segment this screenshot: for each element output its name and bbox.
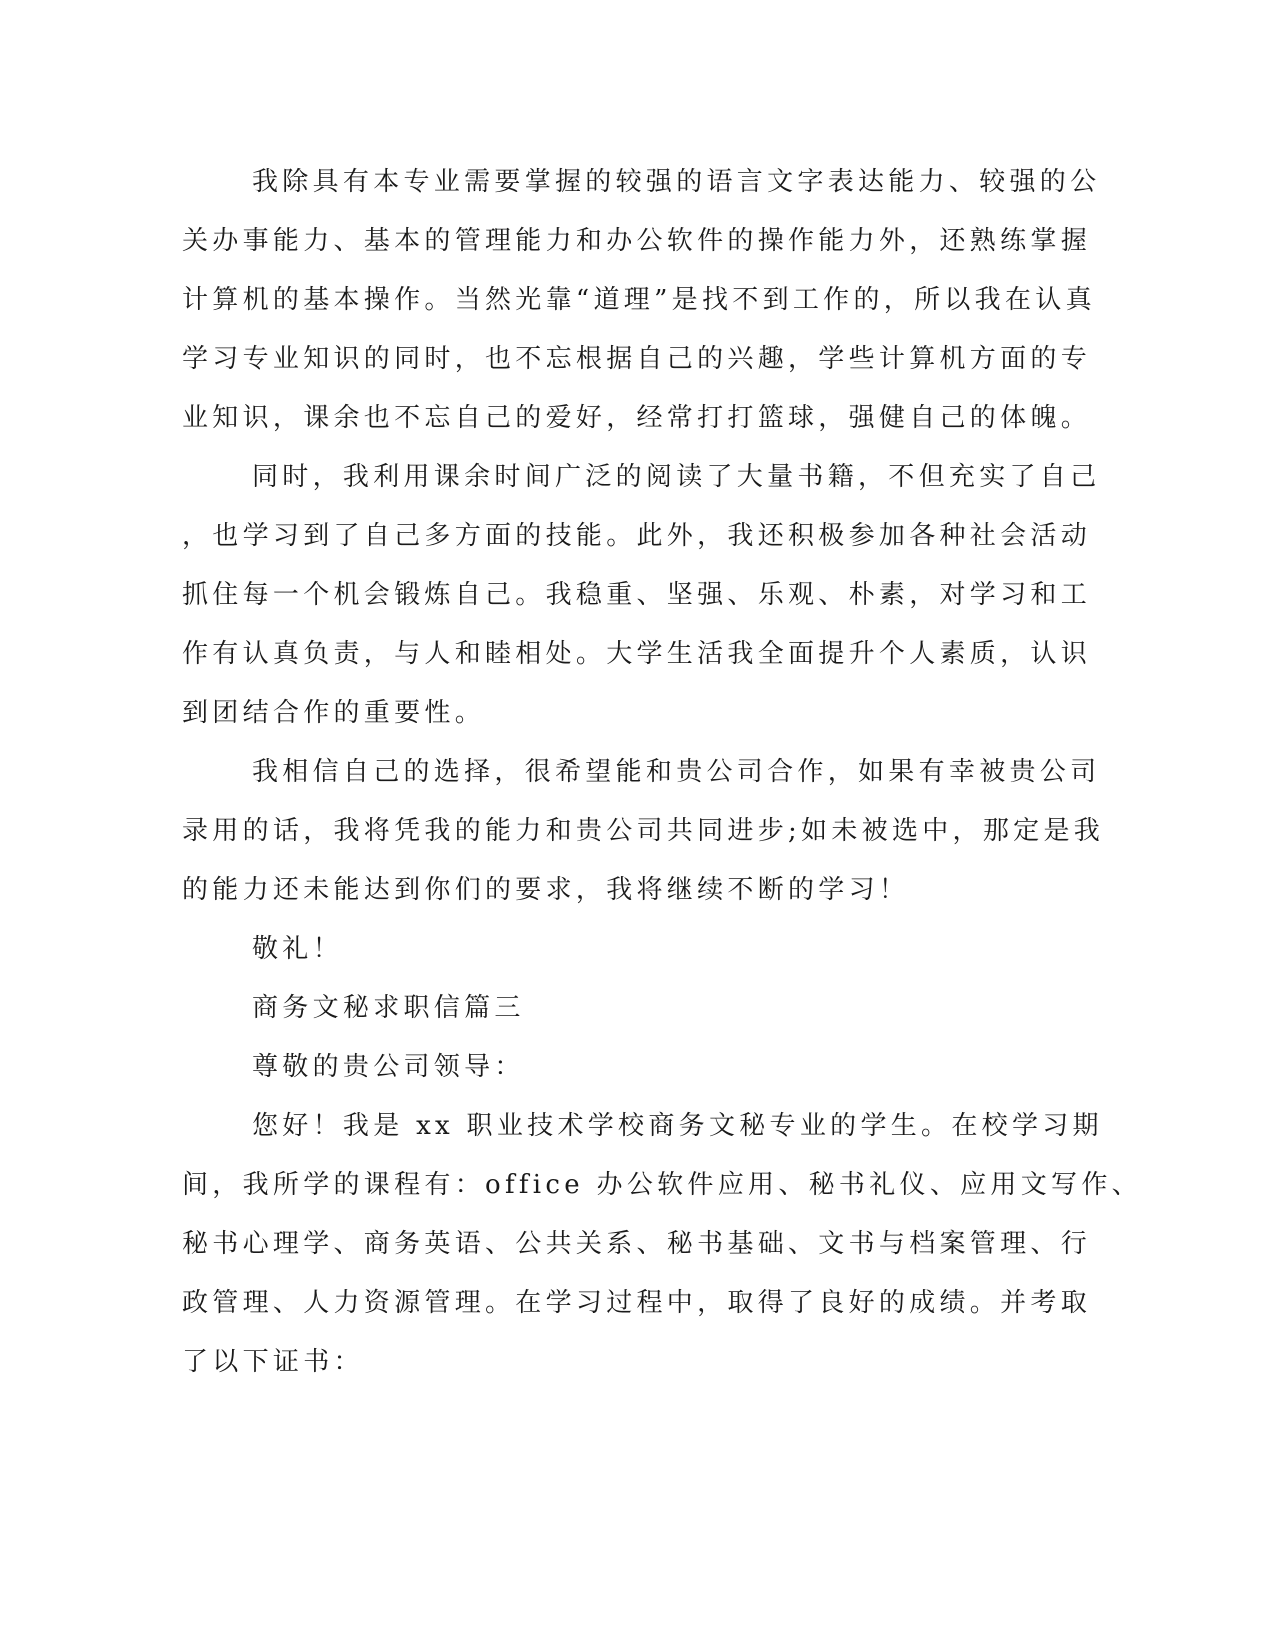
paragraph-1-line-1: 我除具有本专业需要掌握的较强的语言文字表达能力、较强的公 [252,167,1101,197]
paragraph-1-line-3: 计算机的基本操作。当然光靠“道理”是找不到工作的，所以我在认真 [182,285,1096,315]
paragraph-4-line-4: 政管理、人力资源管理。在学习过程中，取得了良好的成绩。并考取 [182,1288,1092,1318]
paragraph-4-line-3: 秘书心理学、商务英语、公共关系、秘书基础、文书与档案管理、行 [182,1229,1092,1259]
paragraph-1-line-5: 业知识，课余也不忘自己的爱好，经常打打篮球，强健自己的体魄。 [182,403,1092,433]
paragraph-4-line-1: 您好！我是 xx 职业技术学校商务文秘专业的学生。在校学习期 [252,1111,1103,1141]
paragraph-2-line-5: 到团结合作的重要性。 [182,698,486,728]
paragraph-1-line-2: 关办事能力、基本的管理能力和办公软件的操作能力外，还熟练掌握 [182,226,1092,256]
paragraph-2-line-2: ，也学习到了自己多方面的技能。此外，我还积极参加各种社会活动 [182,521,1092,551]
paragraph-3-line-3: 的能力还未能达到你们的要求，我将继续不断的学习！ [182,875,910,905]
paragraph-4-line-2: 间，我所学的课程有：office 办公软件应用、秘书礼仪、应用文写作、 [182,1170,1142,1200]
paragraph-2-line-3: 抓住每一个机会锻炼自己。我稳重、坚强、乐观、朴素，对学习和工 [182,580,1092,610]
greeting: 尊敬的贵公司领导： [252,1052,525,1082]
paragraph-2-line-1: 同时，我利用课余时间广泛的阅读了大量书籍，不但充实了自己 [252,462,1101,492]
paragraph-2-line-4: 作有认真负责，与人和睦相处。大学生活我全面提升个人素质，认识 [182,639,1092,669]
paragraph-3-line-2: 录用的话，我将凭我的能力和贵公司共同进步;如未被选中，那定是我 [182,816,1105,846]
closing-salutation: 敬礼！ [252,934,343,964]
paragraph-1-line-4: 学习专业知识的同时，也不忘根据自己的兴趣，学些计算机方面的专 [182,344,1092,374]
paragraph-3-line-1: 我相信自己的选择，很希望能和贵公司合作，如果有幸被贵公司 [252,757,1101,787]
section-title: 商务文秘求职信篇三 [252,993,525,1023]
paragraph-4-line-5: 了以下证书： [182,1347,364,1377]
